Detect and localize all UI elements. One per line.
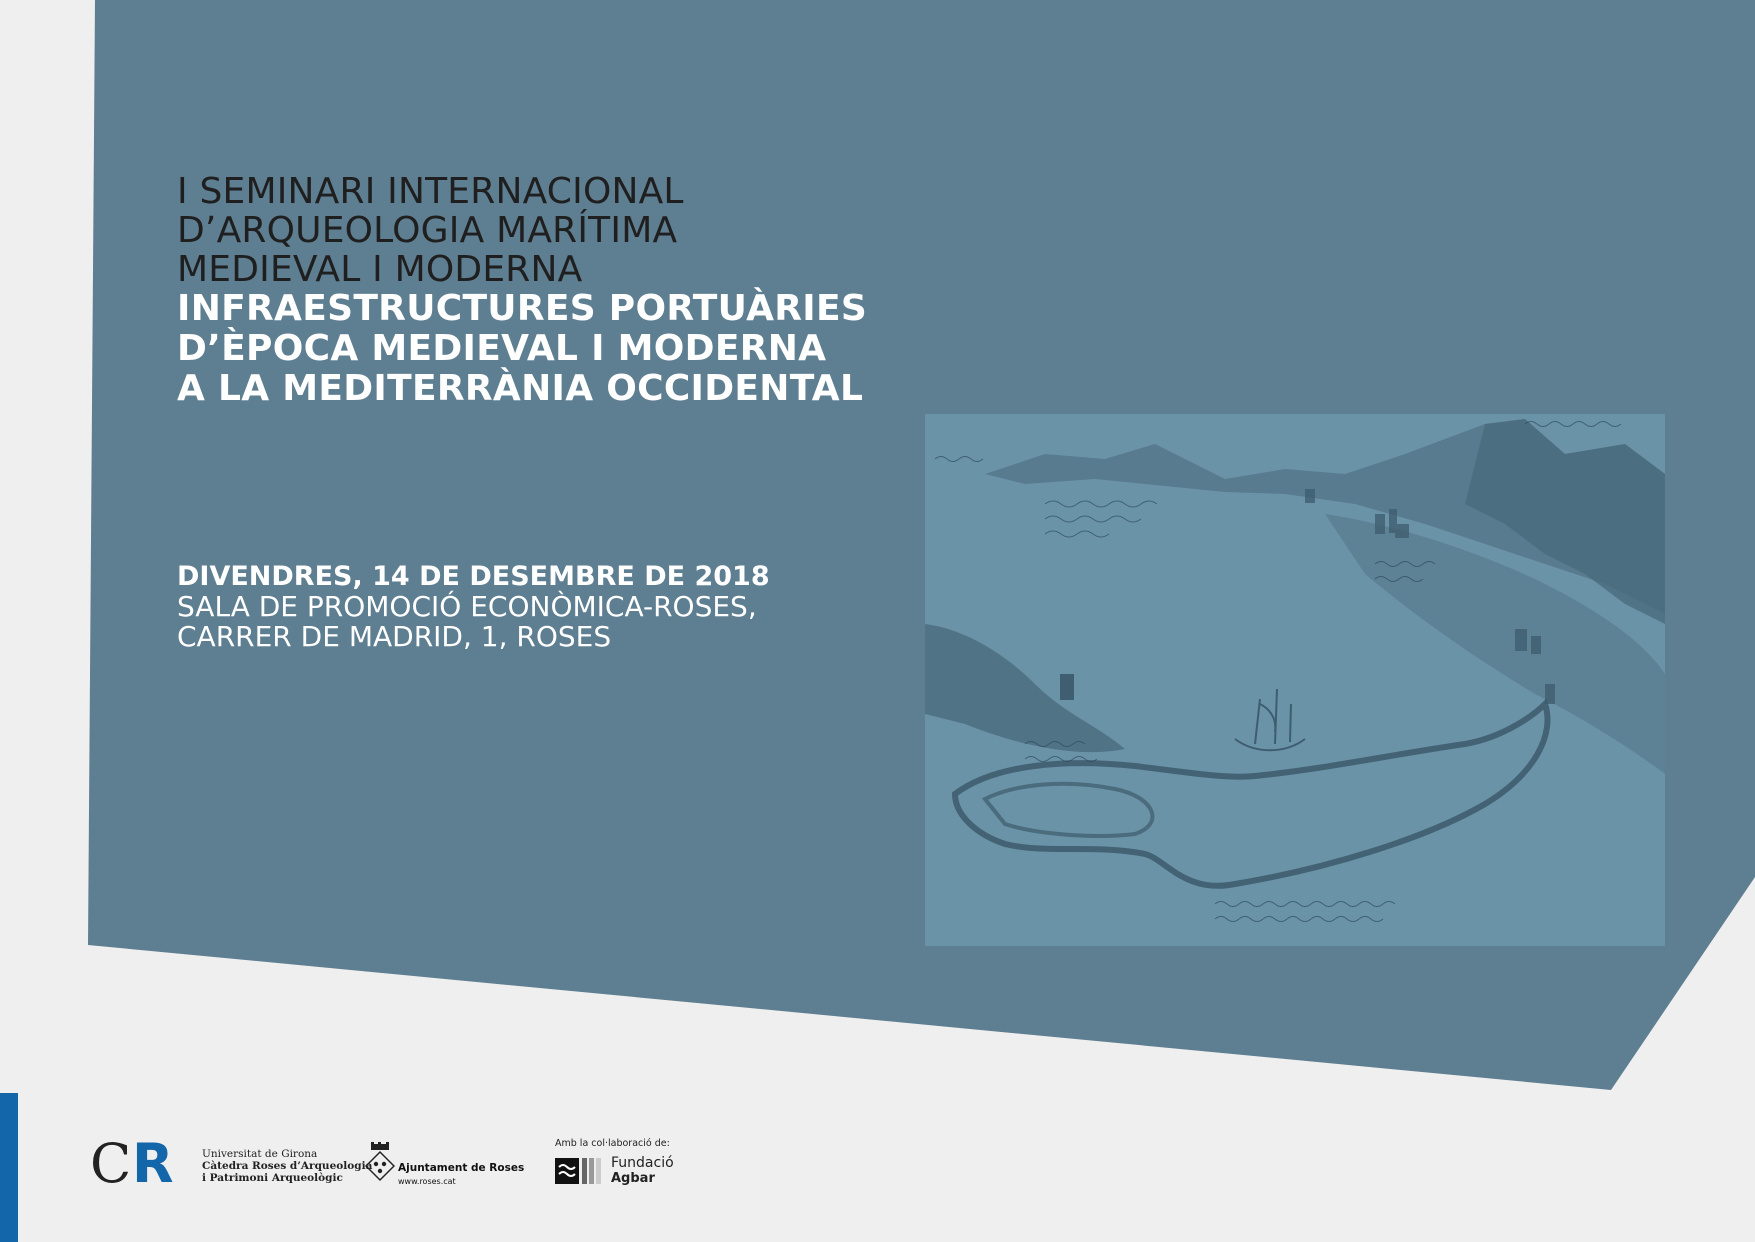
subtitle-line: D’ÈPOCA MEDIEVAL I MODERNA [177,328,827,369]
ajuntament-roses-logo [365,1130,525,1200]
roses-name: Ajuntament de Roses [398,1162,525,1174]
agbar-text [611,1156,674,1186]
seminar-title [177,172,917,409]
roses-web: www.roses.cat [398,1177,456,1186]
subtitle-line: INFRAESTRUCTURES PORTUÀRIES [177,288,868,329]
agbar-line2: Agbar [611,1171,655,1186]
roses-text [398,1162,524,1188]
catedra-r-mark: R [132,1132,174,1195]
catedra-roses-logo [90,1130,373,1200]
historic-harbor-map-image [925,414,1665,946]
agbar-line1: Fundació [611,1155,674,1171]
title-line: I SEMINARI INTERNACIONAL [177,171,684,212]
catedra-line: Universitat de Girona [202,1148,318,1160]
title-line: MEDIEVAL I MODERNA [177,249,583,290]
event-address: CARRER DE MADRID, 1, ROSES [177,620,612,653]
subtitle-line: A LA MEDITERRÀNIA OCCIDENTAL [177,368,864,409]
catedra-line: i Patrimoni Arqueològic [202,1172,343,1184]
event-venue: SALA DE PROMOCIÓ ECONÒMICA-ROSES, [177,590,757,623]
event-date: DIVENDRES, 14 DE DESEMBRE DE 2018 [177,561,770,592]
event-info [177,562,877,652]
fundacio-agbar-logo [555,1130,715,1200]
catedra-c-mark: C [90,1132,132,1195]
coat-of-arms-icon [365,1142,395,1192]
catedra-line: Càtedra Roses d’Arqueologia [202,1160,373,1172]
accent-bar [0,1093,18,1242]
collaboration-label: Amb la col·laboració de: [555,1138,670,1149]
catedra-text [202,1148,372,1184]
title-line: D’ARQUEOLOGIA MARÍTIMA [177,210,678,251]
agbar-wave-icon [555,1158,607,1184]
